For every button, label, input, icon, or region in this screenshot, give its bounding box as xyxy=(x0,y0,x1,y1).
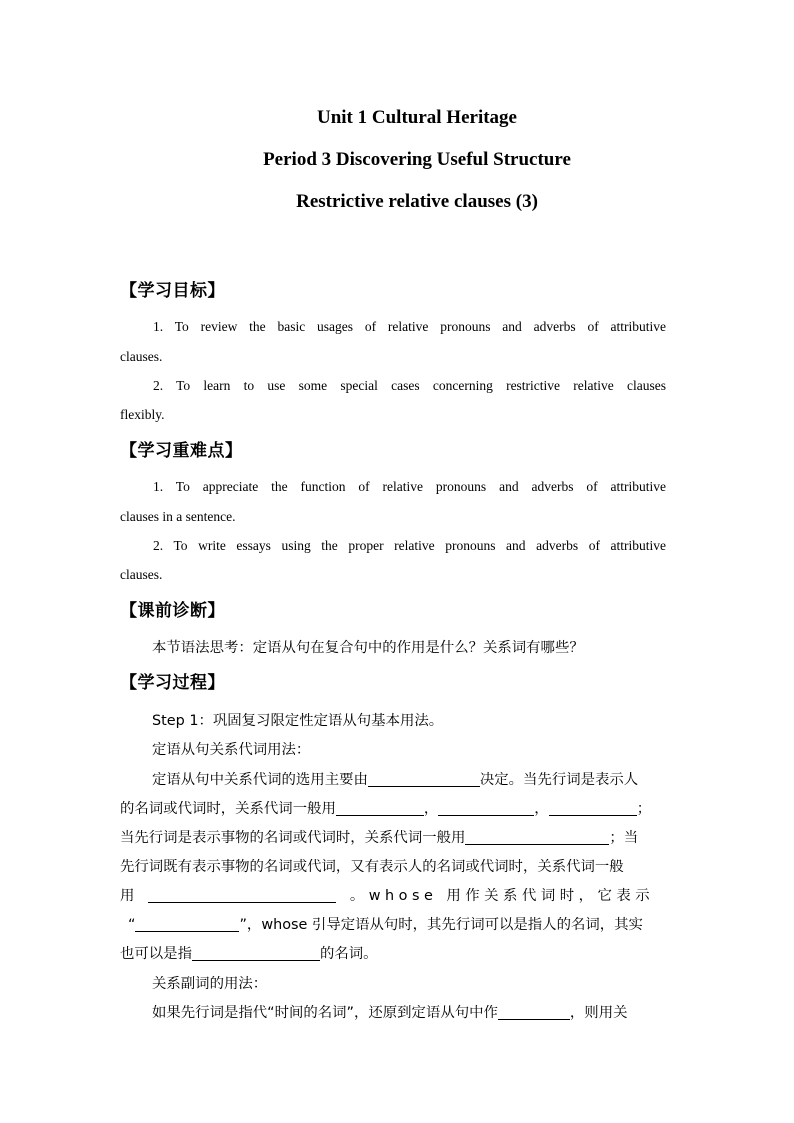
text-fragment: ， xyxy=(534,801,549,817)
text-fragment: ，则用关 xyxy=(569,1005,628,1021)
goal-2-line1: 2. To learn to use some special cases concerning restrictive relative clauses xyxy=(153,378,666,393)
diagnosis-question: 本节语法思考：定语从句在复合句中的作用是什么？关系词有哪些？ xyxy=(152,640,584,656)
text-fragment: 决定。当先行词是表示人 xyxy=(479,772,639,788)
fill-blank-2[interactable] xyxy=(336,801,424,816)
process-heading: 【学习过程】 xyxy=(120,673,225,693)
paragraph-line-5 xyxy=(120,884,654,905)
paragraph-line-1 xyxy=(152,768,638,789)
diagnosis-heading: 【课前诊断】 xyxy=(120,601,225,621)
keypoint-1-line1: 1. To appreciate the function of relative pronouns and adverbs of attributive xyxy=(153,479,666,494)
paragraph-line-4: 先行词既有表示事物的名词或代词，又有表示人的名词或代词时，关系代词一般 xyxy=(120,859,624,875)
goal-1-line2: clauses. xyxy=(120,349,163,364)
unit-title: Unit 1 Cultural Heritage xyxy=(316,107,517,128)
paragraph-line-6 xyxy=(128,913,643,934)
fill-blank-5[interactable] xyxy=(465,830,609,845)
keypoints-heading: 【学习重难点】 xyxy=(120,441,243,461)
text-fragment: 的名词或代词时，关系代词一般用 xyxy=(120,801,336,817)
text-fragment: 如果先行词是指代“时间的名词”，还原到定语从句中作 xyxy=(152,1005,498,1021)
text-fragment: 定语从句中关系代词的选用主要由 xyxy=(152,772,368,788)
goals-heading: 【学习目标】 xyxy=(120,281,225,301)
fill-blank-9[interactable] xyxy=(498,1005,570,1020)
paragraph-line-3 xyxy=(120,826,638,847)
keypoint-1-line2: clauses in a sentence. xyxy=(120,509,236,524)
text-fragment: ； xyxy=(636,801,652,817)
text-fragment: “ xyxy=(128,917,136,933)
text-fragment: ， xyxy=(423,801,439,817)
paragraph-line-2 xyxy=(120,797,651,818)
text-fragment: ；当 xyxy=(609,830,639,846)
pronoun-usage-title: 定语从句关系代词用法： xyxy=(152,742,311,758)
topic-title: Restrictive relative clauses (3) xyxy=(296,191,538,212)
text-fragment: 。whose 用作关系代词时，它表示 xyxy=(349,888,655,904)
goal-1-line1: 1. To review the basic usages of relative pronouns and adverbs of attributive xyxy=(153,319,666,334)
fill-blank-1[interactable] xyxy=(368,772,480,787)
text-fragment: 也可以是指 xyxy=(120,946,192,962)
period-title: Period 3 Discovering Useful Structure xyxy=(263,149,571,170)
text-fragment: 用 xyxy=(120,888,135,904)
text-fragment: 当先行词是表示事物的名词或代词时，关系代词一般用 xyxy=(120,830,466,846)
paragraph-line-8 xyxy=(152,1001,627,1022)
step-1-label: Step 1：巩固复习限定性定语从句基本用法。 xyxy=(152,713,444,729)
fill-blank-3[interactable] xyxy=(438,801,534,816)
fill-blank-6[interactable] xyxy=(148,888,336,903)
adverb-usage-title: 关系副词的用法： xyxy=(152,976,268,992)
fill-blank-8[interactable] xyxy=(192,946,320,961)
fill-blank-7[interactable] xyxy=(135,917,239,932)
keypoint-2-line1: 2. To write essays using the proper relative pronouns and adverbs of attributive xyxy=(153,538,666,553)
fill-blank-4[interactable] xyxy=(549,801,637,816)
keypoint-2-line2: clauses. xyxy=(120,567,163,582)
text-fragment: ”，whose 引导定语从句时，其先行词可以是指人的名词，其实 xyxy=(239,917,643,933)
goal-2-line2: flexibly. xyxy=(120,407,165,422)
paragraph-line-7 xyxy=(120,942,378,963)
text-fragment: 的名词。 xyxy=(319,946,378,962)
